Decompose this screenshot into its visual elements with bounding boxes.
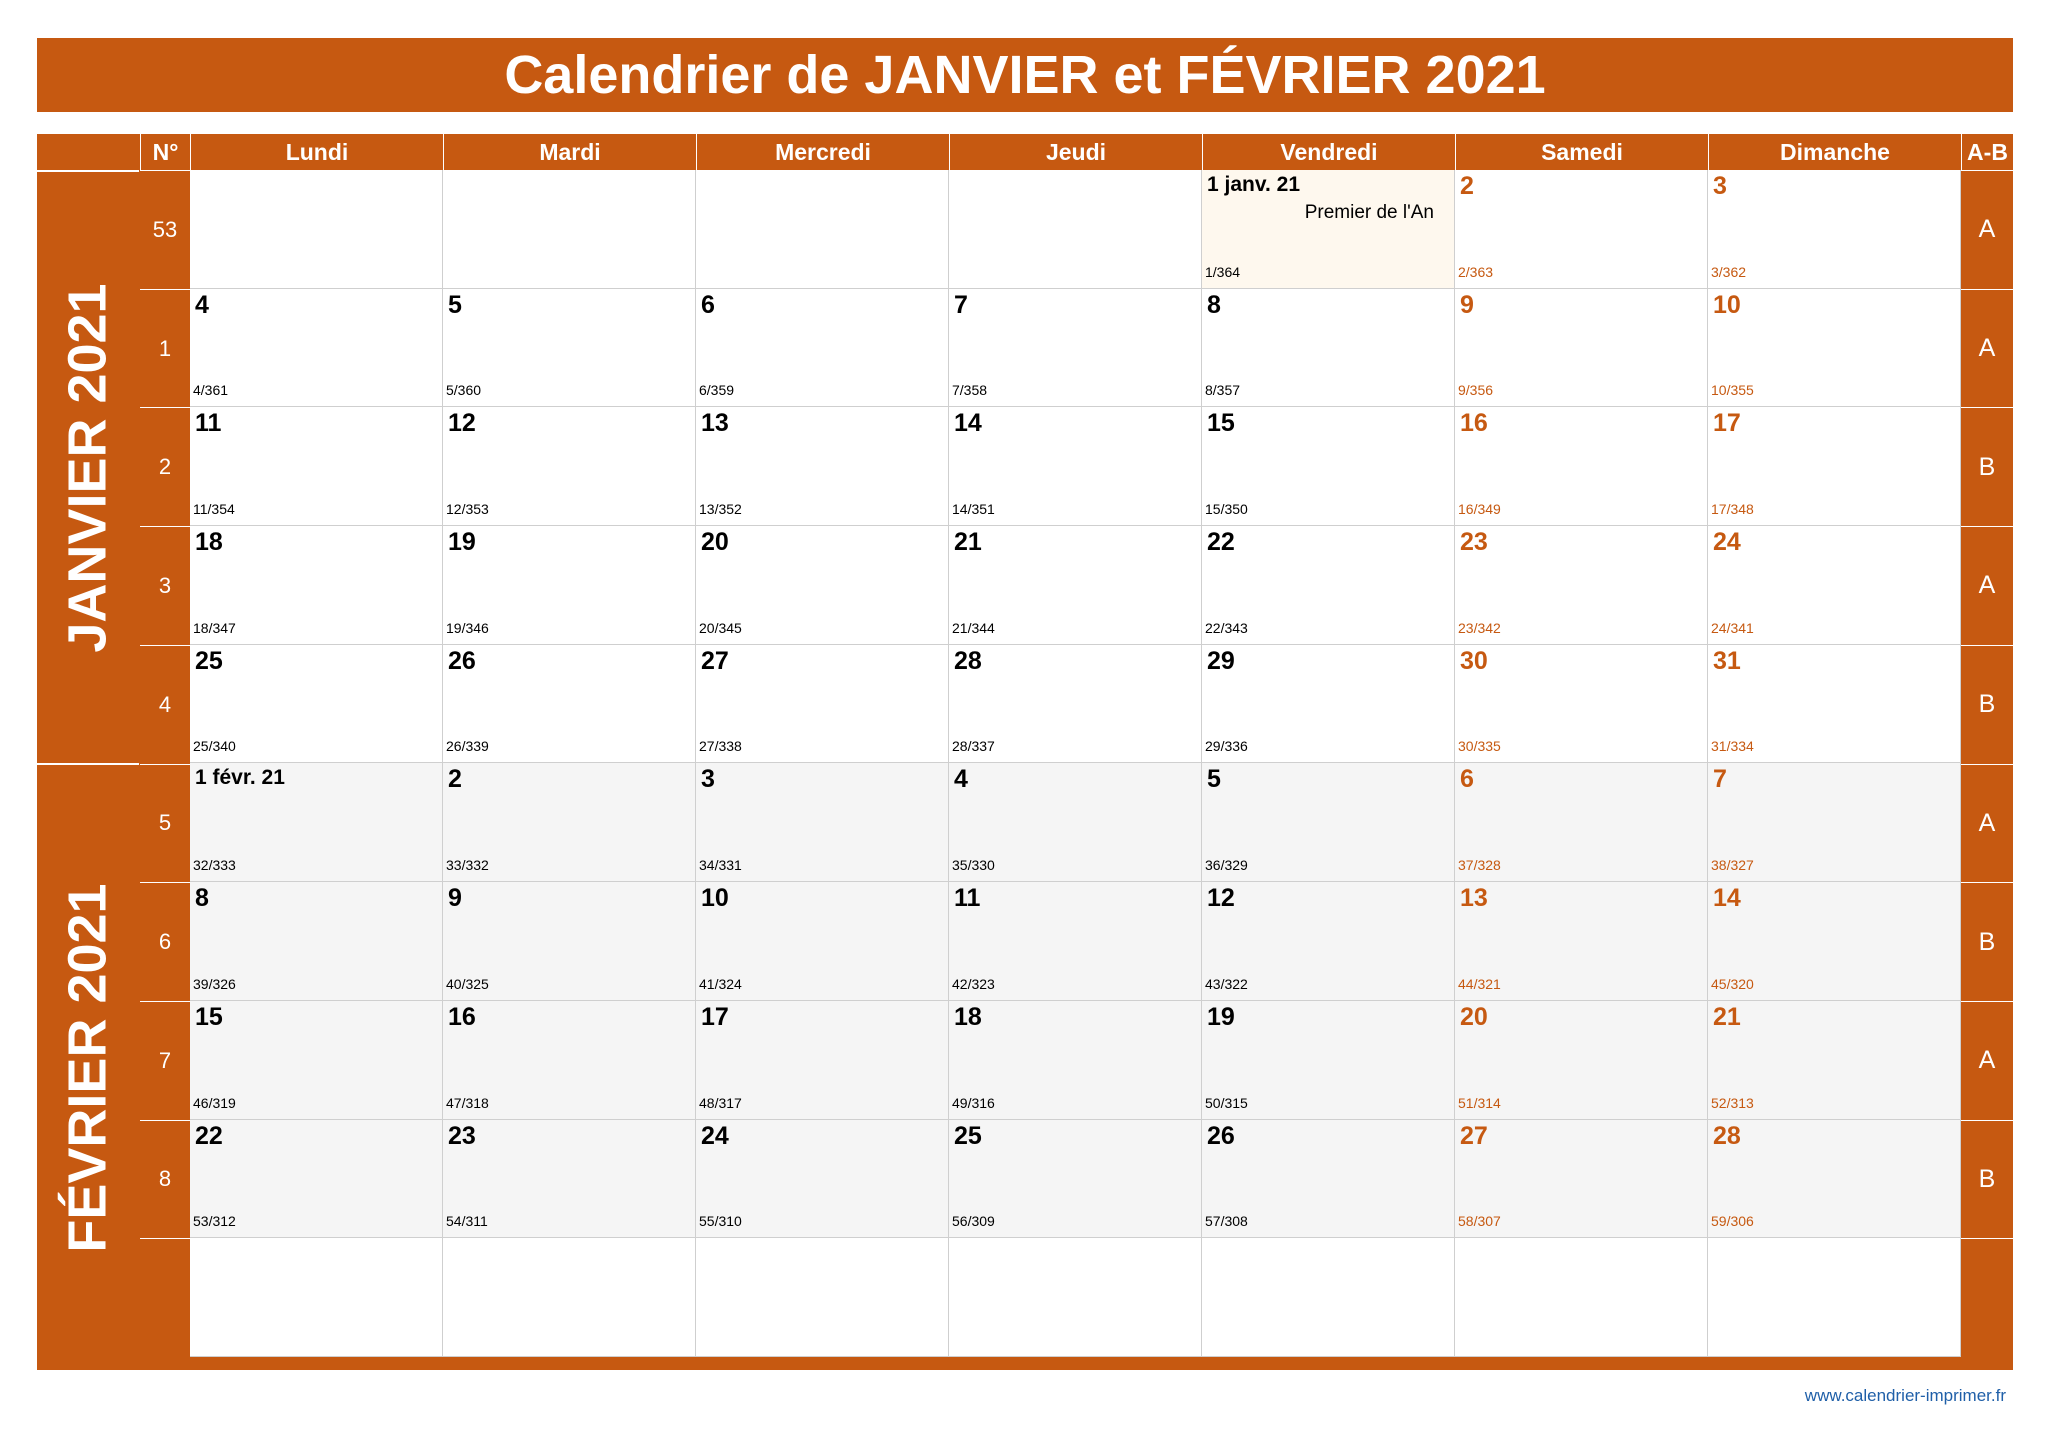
day-number: 18 xyxy=(195,528,223,557)
day-cell[interactable] xyxy=(443,882,696,1001)
day-number: 30 xyxy=(1460,646,1488,675)
day-number: 4 xyxy=(195,290,209,319)
day-of-year: 12/353 xyxy=(446,501,489,518)
day-number: 14 xyxy=(954,409,982,438)
day-cell[interactable] xyxy=(1708,645,1961,764)
day-number: 20 xyxy=(1460,1002,1488,1031)
day-cell[interactable] xyxy=(443,407,696,526)
day-number: 1 janv. 21 xyxy=(1207,173,1301,196)
day-cell[interactable] xyxy=(696,645,949,764)
day-cell[interactable] xyxy=(190,645,443,764)
empty-day-cell xyxy=(949,1238,1202,1357)
day-number: 9 xyxy=(1460,290,1474,319)
day-cell[interactable] xyxy=(1455,882,1708,1001)
ab-marker: A xyxy=(1961,170,2013,289)
day-cell[interactable] xyxy=(696,763,949,882)
day-cell[interactable] xyxy=(190,763,443,882)
day-of-year: 20/345 xyxy=(699,619,742,636)
day-of-year: 15/350 xyxy=(1205,501,1248,518)
day-of-year: 21/344 xyxy=(952,619,995,636)
day-cell[interactable] xyxy=(1708,289,1961,408)
day-number: 17 xyxy=(701,1002,729,1031)
month-label-january: JANVIER 2021 xyxy=(58,282,119,653)
empty-day-cell xyxy=(443,170,696,289)
holiday-label: Premier de l'An xyxy=(1304,202,1434,223)
day-cell[interactable] xyxy=(1455,763,1708,882)
day-of-year: 35/330 xyxy=(952,857,995,874)
day-of-year: 26/339 xyxy=(446,738,489,755)
day-number: 4 xyxy=(954,765,968,794)
week-number: 8 xyxy=(140,1120,190,1239)
day-cell[interactable] xyxy=(443,1120,696,1239)
day-number: 28 xyxy=(954,646,982,675)
empty-day-cell xyxy=(443,1238,696,1357)
day-of-year: 9/356 xyxy=(1458,382,1494,399)
day-number: 25 xyxy=(954,1121,982,1150)
day-of-year: 53/312 xyxy=(193,1213,236,1230)
day-number: 22 xyxy=(1207,528,1235,557)
month-band-february xyxy=(37,763,139,1370)
day-cell[interactable] xyxy=(1202,1001,1455,1120)
day-number: 14 xyxy=(1713,884,1741,913)
day-number: 2 xyxy=(1460,172,1474,200)
day-cell[interactable] xyxy=(443,645,696,764)
day-of-year: 25/340 xyxy=(193,738,236,755)
day-of-year: 14/351 xyxy=(952,501,995,518)
empty-day-cell xyxy=(190,1238,443,1357)
ab-marker: A xyxy=(1961,764,2013,883)
empty-day-cell xyxy=(696,1238,949,1357)
day-of-year: 51/314 xyxy=(1458,1094,1501,1111)
day-cell[interactable] xyxy=(190,1001,443,1120)
footer-website-link[interactable]: www.calendrier-imprimer.fr xyxy=(1804,1386,2006,1405)
day-header-vendredi: Vendredi xyxy=(1202,134,1455,170)
empty-day-cell xyxy=(1708,1238,1961,1357)
day-of-year: 54/311 xyxy=(446,1213,488,1230)
day-cell[interactable] xyxy=(1455,407,1708,526)
day-cell[interactable] xyxy=(696,526,949,645)
day-of-year: 42/323 xyxy=(952,975,995,992)
day-of-year: 55/310 xyxy=(699,1213,742,1230)
day-number: 26 xyxy=(1207,1121,1235,1150)
day-number: 3 xyxy=(701,765,715,794)
day-of-year: 22/343 xyxy=(1205,619,1248,636)
day-number: 9 xyxy=(448,884,462,913)
day-of-year: 30/335 xyxy=(1458,738,1501,755)
day-of-year: 23/342 xyxy=(1458,619,1501,636)
month-band-january xyxy=(37,170,139,763)
day-of-year: 8/357 xyxy=(1205,382,1241,399)
day-of-year: 46/319 xyxy=(193,1094,236,1111)
ab-header: A-B xyxy=(1961,134,2013,170)
day-cell[interactable] xyxy=(1455,1120,1708,1239)
day-cell[interactable] xyxy=(696,882,949,1001)
day-number: 13 xyxy=(701,409,729,438)
day-number: 15 xyxy=(1207,409,1235,438)
page-title: Calendrier de JANVIER et FÉVRIER 2021 xyxy=(37,38,2013,112)
day-cell[interactable] xyxy=(1202,1120,1455,1239)
day-of-year: 34/331 xyxy=(699,857,742,874)
day-number: 6 xyxy=(1460,765,1474,794)
day-number: 31 xyxy=(1713,646,1741,675)
day-cell[interactable] xyxy=(949,882,1202,1001)
day-cell[interactable] xyxy=(1202,645,1455,764)
day-number: 1 févr. 21 xyxy=(195,766,285,790)
day-number: 23 xyxy=(1460,528,1488,557)
day-number: 19 xyxy=(448,528,476,557)
empty-day-cell xyxy=(696,170,949,289)
day-of-year: 44/321 xyxy=(1458,975,1501,992)
day-cell[interactable] xyxy=(1202,407,1455,526)
day-of-year: 13/352 xyxy=(699,501,742,518)
day-number: 8 xyxy=(1207,290,1221,319)
day-cell[interactable] xyxy=(1455,645,1708,764)
day-of-year: 29/336 xyxy=(1205,738,1248,755)
ab-marker: B xyxy=(1961,407,2013,526)
day-of-year: 40/325 xyxy=(446,975,489,992)
day-number: 29 xyxy=(1207,646,1235,675)
day-number: 21 xyxy=(1713,1002,1741,1031)
day-number: 7 xyxy=(954,290,968,319)
day-cell[interactable] xyxy=(696,1001,949,1120)
day-of-year: 57/308 xyxy=(1205,1213,1248,1230)
ab-marker: B xyxy=(1961,1120,2013,1239)
day-of-year: 32/333 xyxy=(193,857,236,874)
day-number: 16 xyxy=(1460,409,1488,438)
empty-day-cell xyxy=(949,170,1202,289)
ab-marker: A xyxy=(1961,289,2013,408)
day-header-mercredi: Mercredi xyxy=(696,134,949,170)
day-cell[interactable] xyxy=(696,1120,949,1239)
day-cell[interactable] xyxy=(1708,1120,1961,1239)
day-header-dimanche: Dimanche xyxy=(1708,134,1961,170)
day-of-year: 52/313 xyxy=(1711,1094,1754,1111)
day-cell[interactable] xyxy=(190,526,443,645)
day-of-year: 1/364 xyxy=(1205,263,1241,280)
day-number: 11 xyxy=(954,884,981,913)
ab-marker: B xyxy=(1961,882,2013,1001)
day-cell[interactable] xyxy=(1202,170,1455,289)
day-cell[interactable] xyxy=(949,1120,1202,1239)
calendar-grid xyxy=(190,170,1961,1357)
week-number: 7 xyxy=(140,1001,190,1120)
day-number: 16 xyxy=(448,1002,476,1031)
day-of-year: 16/349 xyxy=(1458,501,1501,518)
day-of-year: 50/315 xyxy=(1205,1094,1248,1111)
day-header-mardi: Mardi xyxy=(443,134,696,170)
day-cell[interactable] xyxy=(443,1001,696,1120)
day-number: 27 xyxy=(1460,1121,1488,1150)
week-number: 2 xyxy=(140,407,190,526)
day-cell[interactable] xyxy=(949,645,1202,764)
day-cell[interactable] xyxy=(1708,882,1961,1001)
day-of-year: 6/359 xyxy=(699,382,735,399)
day-number: 12 xyxy=(1207,884,1235,913)
day-number: 15 xyxy=(195,1002,223,1031)
empty-day-cell xyxy=(1455,1238,1708,1357)
day-number: 8 xyxy=(195,884,209,913)
day-of-year: 10/355 xyxy=(1711,382,1754,399)
day-cell[interactable] xyxy=(1708,407,1961,526)
day-cell[interactable] xyxy=(1708,1001,1961,1120)
day-of-year: 3/362 xyxy=(1711,263,1747,280)
day-cell[interactable] xyxy=(1455,526,1708,645)
day-of-year: 49/316 xyxy=(952,1094,995,1111)
day-cell[interactable] xyxy=(443,289,696,408)
day-cell[interactable] xyxy=(190,289,443,408)
day-cell[interactable] xyxy=(443,763,696,882)
day-number: 2 xyxy=(448,765,462,794)
day-cell[interactable] xyxy=(443,526,696,645)
day-of-year: 48/317 xyxy=(699,1094,742,1111)
day-cell[interactable] xyxy=(1455,170,1708,289)
day-number: 19 xyxy=(1207,1002,1235,1031)
day-cell[interactable] xyxy=(1455,289,1708,408)
day-of-year: 38/327 xyxy=(1711,857,1754,874)
day-cell[interactable] xyxy=(1708,763,1961,882)
day-cell[interactable] xyxy=(190,1120,443,1239)
day-number: 17 xyxy=(1713,409,1741,438)
day-number: 20 xyxy=(701,528,729,557)
day-cell[interactable] xyxy=(949,1001,1202,1120)
week-number: 4 xyxy=(140,645,190,764)
day-of-year: 56/309 xyxy=(952,1213,995,1230)
day-of-year: 19/346 xyxy=(446,619,489,636)
day-number: 23 xyxy=(448,1121,476,1150)
calendar-frame xyxy=(37,134,2013,1370)
day-of-year: 18/347 xyxy=(193,619,236,636)
day-number: 3 xyxy=(1713,172,1727,200)
day-number: 6 xyxy=(701,290,715,319)
day-cell[interactable] xyxy=(190,882,443,1001)
week-number-header: N° xyxy=(140,134,190,170)
day-number: 5 xyxy=(448,290,462,319)
day-of-year: 33/332 xyxy=(446,857,489,874)
day-number: 28 xyxy=(1713,1121,1741,1150)
ab-marker: A xyxy=(1961,1001,2013,1120)
day-of-year: 11/354 xyxy=(193,501,235,518)
day-cell[interactable] xyxy=(190,407,443,526)
week-number: 3 xyxy=(140,526,190,645)
day-header-jeudi: Jeudi xyxy=(949,134,1202,170)
ab-marker: B xyxy=(1961,645,2013,764)
day-number: 27 xyxy=(701,646,729,675)
day-number: 10 xyxy=(701,884,729,913)
day-cell[interactable] xyxy=(1455,1001,1708,1120)
day-number: 25 xyxy=(195,646,223,675)
day-cell[interactable] xyxy=(949,407,1202,526)
day-number: 12 xyxy=(448,409,476,438)
week-number xyxy=(140,1238,190,1357)
day-cell[interactable] xyxy=(1708,170,1961,289)
day-of-year: 47/318 xyxy=(446,1094,489,1111)
day-of-year: 7/358 xyxy=(952,382,988,399)
day-cell[interactable] xyxy=(949,526,1202,645)
day-of-year: 27/338 xyxy=(699,738,742,755)
day-header-lundi: Lundi xyxy=(190,134,443,170)
day-cell[interactable] xyxy=(696,407,949,526)
day-number: 24 xyxy=(701,1121,729,1150)
week-number: 1 xyxy=(140,289,190,408)
month-label-february: FÉVRIER 2021 xyxy=(58,882,119,1253)
day-header-samedi: Samedi xyxy=(1455,134,1708,170)
empty-day-cell xyxy=(1202,1238,1455,1357)
day-number: 13 xyxy=(1460,884,1488,913)
day-number: 10 xyxy=(1713,290,1741,319)
day-of-year: 5/360 xyxy=(446,382,482,399)
day-of-year: 39/326 xyxy=(193,975,236,992)
day-number: 18 xyxy=(954,1002,982,1031)
day-of-year: 24/341 xyxy=(1711,619,1754,636)
day-number: 5 xyxy=(1207,765,1221,794)
day-number: 24 xyxy=(1713,528,1741,557)
day-cell[interactable] xyxy=(1202,526,1455,645)
day-cell[interactable] xyxy=(1202,289,1455,408)
ab-marker: A xyxy=(1961,526,2013,645)
day-cell[interactable] xyxy=(949,289,1202,408)
day-number: 7 xyxy=(1713,765,1727,794)
week-number: 6 xyxy=(140,882,190,1001)
day-of-year: 59/306 xyxy=(1711,1213,1754,1230)
day-of-year: 17/348 xyxy=(1711,501,1754,518)
day-of-year: 45/320 xyxy=(1711,975,1754,992)
day-cell[interactable] xyxy=(949,763,1202,882)
day-number: 11 xyxy=(195,409,222,438)
day-cell[interactable] xyxy=(1708,526,1961,645)
day-cell[interactable] xyxy=(1202,882,1455,1001)
day-of-year: 2/363 xyxy=(1458,263,1494,280)
ab-marker xyxy=(1961,1238,2013,1357)
day-of-year: 43/322 xyxy=(1205,975,1248,992)
week-number: 53 xyxy=(140,170,190,289)
day-of-year: 58/307 xyxy=(1458,1213,1501,1230)
day-of-year: 36/329 xyxy=(1205,857,1248,874)
day-of-year: 28/337 xyxy=(952,738,995,755)
day-of-year: 4/361 xyxy=(193,382,229,399)
day-number: 22 xyxy=(195,1121,223,1150)
day-of-year: 41/324 xyxy=(699,975,742,992)
week-number: 5 xyxy=(140,764,190,883)
day-cell[interactable] xyxy=(696,289,949,408)
empty-day-cell xyxy=(190,170,443,289)
day-of-year: 37/328 xyxy=(1458,857,1501,874)
day-number: 26 xyxy=(448,646,476,675)
day-cell[interactable] xyxy=(1202,763,1455,882)
day-number: 21 xyxy=(954,528,982,557)
day-of-year: 31/334 xyxy=(1711,738,1754,755)
